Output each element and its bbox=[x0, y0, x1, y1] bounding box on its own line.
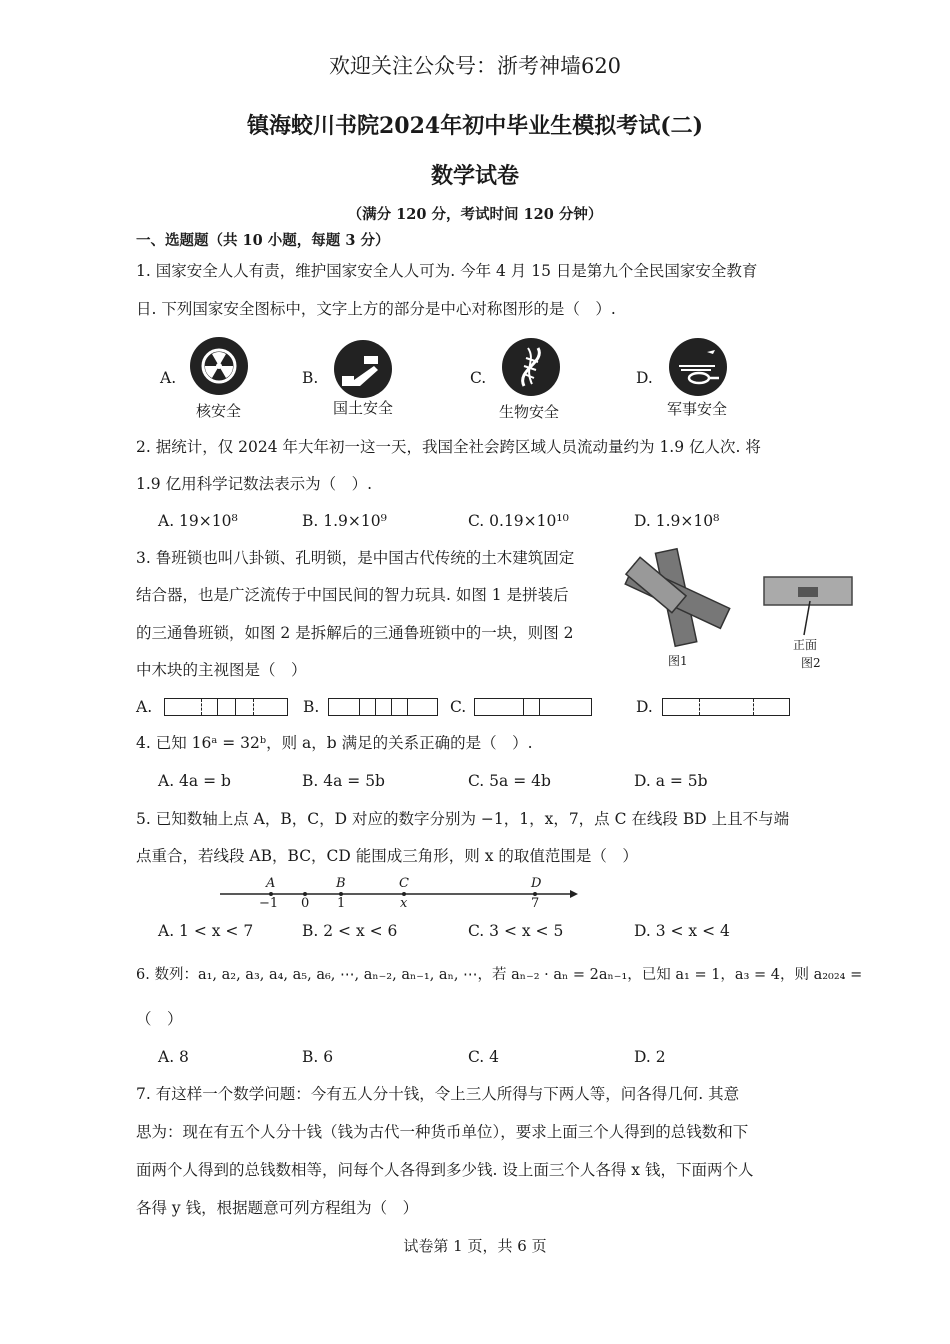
q5-option-a: A. 1 < x < 7 bbox=[158, 922, 254, 940]
q7-line3: 面两个人得到的总钱数相等，问每个人各得到多少钱. 设上面三个人各得 x 钱，下面两个人 bbox=[136, 1161, 754, 1179]
q3-option-b: B. bbox=[303, 698, 320, 716]
q6-option-c: C. 4 bbox=[468, 1048, 500, 1066]
q1-option-b: B. bbox=[302, 369, 319, 387]
tick-x: x bbox=[400, 896, 408, 911]
q6-line2: （ ） bbox=[136, 1010, 183, 1028]
q1-line2: 日. 下列国家安全图标中，文字上方的部分是中心对称图形的是（ ）. bbox=[136, 300, 616, 318]
q5-line1: 5. 已知数轴上点 A，B，C，D 对应的数字分别为 −1，1，x，7，点 C 在线段 BD 上且不与端 bbox=[136, 810, 790, 828]
q3-option-d: D. bbox=[636, 698, 653, 716]
q4-line: 4. 已知 16ᵃ = 32ᵇ，则 a，b 满足的关系正确的是（ ）. bbox=[136, 734, 533, 752]
fig2-front-label: 正面 bbox=[793, 638, 818, 652]
fig1-label: 图1 bbox=[668, 654, 688, 668]
q7-line2: 思为：现在有五个人分十钱（钱为古代一种货币单位），要求上面三个人得到的总钱数和下 bbox=[136, 1123, 749, 1141]
q2-line1: 2. 据统计，仅 2024 年大年初一这一天，我国全社会跨区域人员流动量约为 1.9 亿人次. 将 bbox=[136, 438, 761, 456]
tick-neg1: −1 bbox=[259, 896, 279, 911]
point-a-label: A bbox=[266, 876, 276, 891]
q3-option-c-view bbox=[474, 698, 592, 716]
q6-option-a: A. 8 bbox=[158, 1048, 189, 1066]
section-heading: 一、选题题（共 10 小题，每题 3 分） bbox=[136, 232, 390, 249]
point-c-label: C bbox=[399, 876, 409, 891]
q3-option-b-view bbox=[328, 698, 438, 716]
q1-caption-c: 生物安全 bbox=[499, 403, 560, 421]
q2-option-d: D. 1.9×10⁸ bbox=[634, 512, 720, 530]
q1-option-c: C. bbox=[470, 369, 487, 387]
q3-option-d-view bbox=[662, 698, 790, 716]
q4-option-a: A. 4a = b bbox=[158, 772, 231, 790]
tick-0: 0 bbox=[301, 896, 310, 911]
promo-header: 欢迎关注公众号：浙考神墙620 bbox=[328, 54, 622, 78]
q6-option-b: B. 6 bbox=[302, 1048, 334, 1066]
exam-note: （满分 120 分，考试时间 120 分钟） bbox=[347, 206, 603, 223]
q1-caption-a: 核安全 bbox=[196, 402, 242, 420]
q5-option-d: D. 3 < x < 4 bbox=[634, 922, 730, 940]
q3-line1: 3. 鲁班锁也叫八卦锁、孔明锁，是中国古代传统的土木建筑固定 bbox=[136, 549, 575, 567]
q1-option-a: A. bbox=[160, 369, 177, 387]
q1-caption-d: 军事安全 bbox=[667, 400, 728, 418]
q3-option-a: A. bbox=[136, 698, 153, 716]
q5-option-c: C. 3 < x < 5 bbox=[468, 922, 564, 940]
q1-option-d: D. bbox=[636, 369, 653, 387]
q1-caption-b: 国土安全 bbox=[333, 399, 394, 417]
exam-title: 镇海蛟川书院2024年初中毕业生模拟考试(二) bbox=[246, 113, 704, 139]
q2-option-b: B. 1.9×10⁹ bbox=[302, 512, 387, 530]
q3-line2: 结合器，也是广泛流传于中国民间的智力玩具. 如图 1 是拼装后 bbox=[136, 586, 569, 604]
luban-lock-figure1 bbox=[620, 545, 740, 650]
tick-7: 7 bbox=[531, 896, 540, 911]
q2-line2: 1.9 亿用科学记数法表示为（ ）. bbox=[136, 475, 373, 493]
page-footer: 试卷第 1 页，共 6 页 bbox=[403, 1237, 547, 1255]
q4-option-c: C. 5a = 4b bbox=[468, 772, 551, 790]
q2-option-a: A. 19×10⁸ bbox=[158, 512, 238, 530]
tick-1: 1 bbox=[337, 896, 346, 911]
q7-line1: 7. 有这样一个数学问题：今有五人分十钱，令上三人所得与下两人等，问各得几何. 其意 bbox=[136, 1085, 740, 1103]
q3-option-c: C. bbox=[450, 698, 467, 716]
q5-option-b: B. 2 < x < 6 bbox=[302, 922, 398, 940]
territory-icon bbox=[334, 340, 392, 398]
q1-line1: 1. 国家安全人人有责，维护国家安全人人可为. 今年 4 月 15 日是第九个全民国家安全教育 bbox=[136, 262, 758, 280]
q2-option-c: C. 0.19×10¹⁰ bbox=[468, 512, 569, 530]
q6-line1: 6. 数列：a₁, a₂, a₃, a₄, a₅, a₆, ⋯, aₙ₋₂, aₙ₋₁, aₙ, ⋯，若 aₙ₋₂ · aₙ = 2aₙ₋₁，已知 a₁ = 1，a₃ = 4，则 a₂₀₂₄ = bbox=[136, 967, 863, 983]
q5-line2: 点重合，若线段 AB，BC，CD 能围成三角形，则 x 的取值范围是（ ） bbox=[136, 847, 638, 865]
dna-icon bbox=[502, 338, 560, 396]
q4-option-d: D. a = 5b bbox=[634, 772, 708, 790]
point-d-label: D bbox=[531, 876, 542, 891]
nuclear-icon bbox=[190, 337, 248, 395]
q7-line4: 各得 y 钱，根据题意可列方程组为（ ） bbox=[136, 1199, 419, 1217]
q4-option-b: B. 4a = 5b bbox=[302, 772, 385, 790]
q3-line3: 的三通鲁班锁，如图 2 是拆解后的三通鲁班锁中的一块，则图 2 bbox=[136, 624, 574, 642]
luban-block-figure2 bbox=[762, 575, 857, 637]
point-b-label: B bbox=[336, 876, 346, 891]
q3-line4: 中木块的主视图是（ ） bbox=[136, 661, 307, 679]
exam-subtitle: 数学试卷 bbox=[430, 163, 519, 189]
q3-option-a-view bbox=[164, 698, 288, 716]
helicopter-icon bbox=[669, 338, 727, 396]
q6-option-d: D. 2 bbox=[634, 1048, 666, 1066]
fig2-label: 图2 bbox=[801, 656, 821, 670]
